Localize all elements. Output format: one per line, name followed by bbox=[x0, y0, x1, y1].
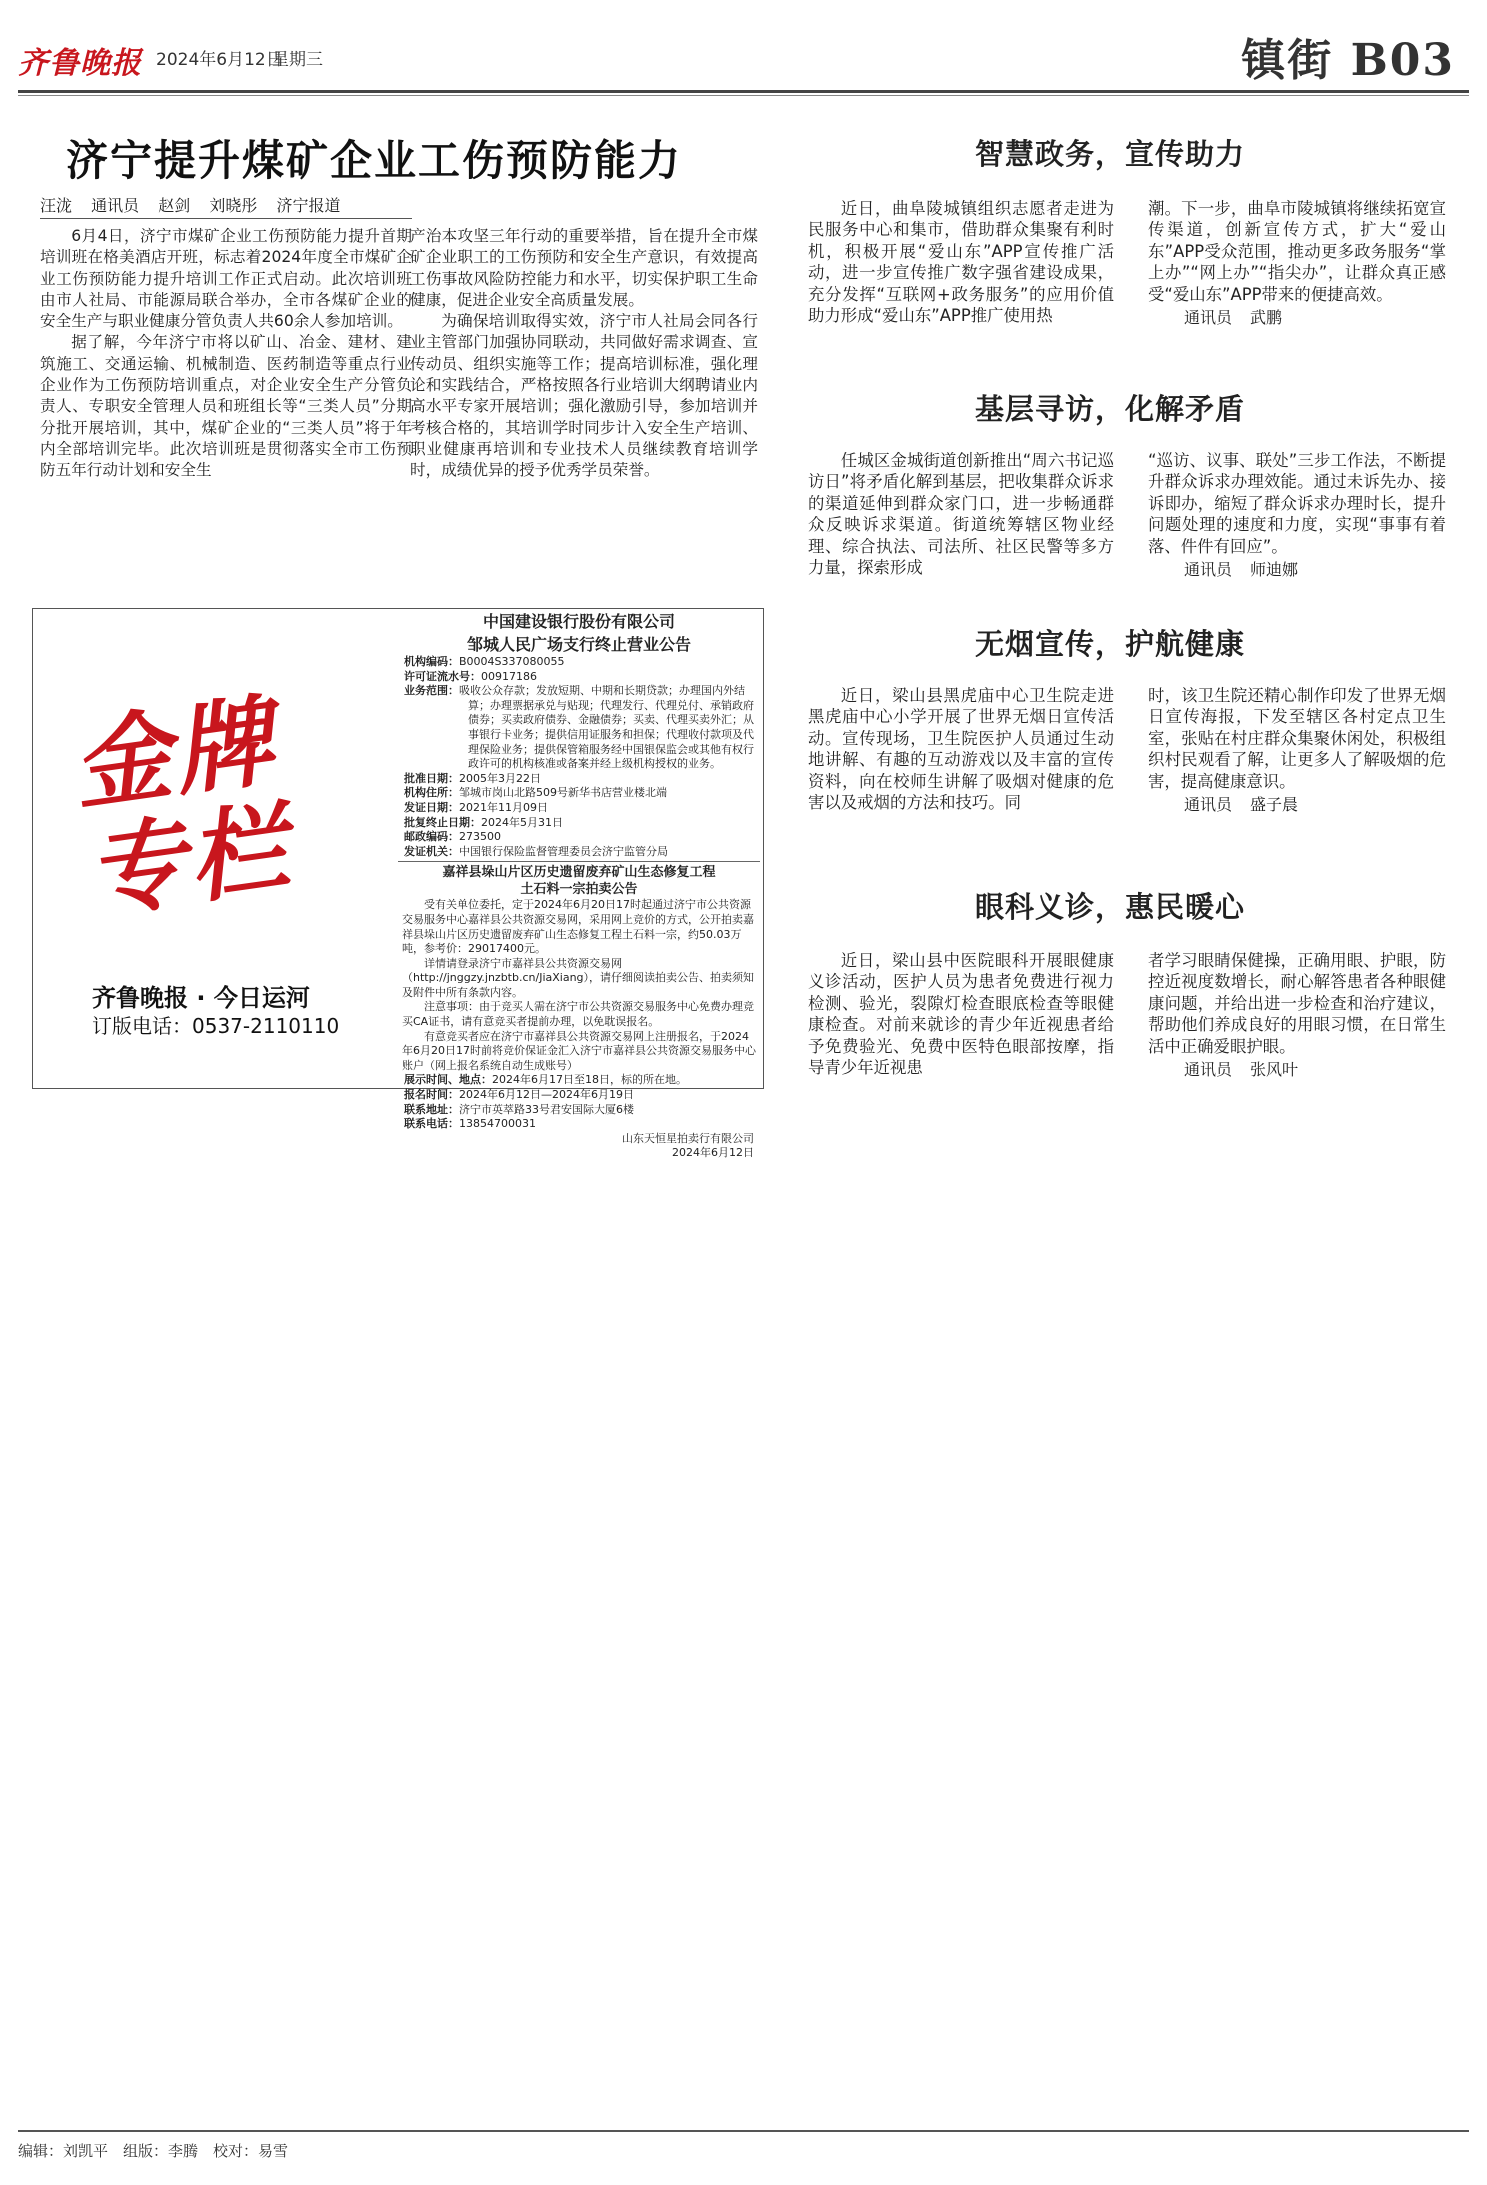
notice-paragraph: 详情请登录济宁市嘉祥县公共资源交易网（http://jnggzy.jnzbtb.cn/JiaXiang），请仔细阅读拍卖公告、拍卖须知及附件中所有条款内容。 bbox=[402, 956, 755, 999]
issue-date: 2024年6月12日 bbox=[156, 50, 283, 70]
notice-title: 中国建设银行股份有限公司 bbox=[482, 612, 675, 631]
story-headline: 智慧政务，宣传助力 bbox=[974, 137, 1245, 171]
notice-row-label: 发证日期： bbox=[404, 800, 459, 814]
notice-divider bbox=[398, 861, 760, 862]
reporter-name: 盛子晨 bbox=[1250, 795, 1299, 815]
story-reporter bbox=[1148, 794, 1446, 815]
notice-rows bbox=[398, 1073, 760, 1131]
notice-row-value: 2024年6月12日—2024年6月19日 bbox=[459, 1088, 634, 1102]
story-reporter bbox=[1148, 1059, 1446, 1080]
paragraph: 任城区金城街道创新推出“周六书记巡访日”将矛盾化解到基层，把收集群众诉求的渠道延伸到群众家门口，进一步畅通群众反映诉求渠道。街道统筹辖区物业经理、综合执法、司法所、社区民警等多方力量，探索形成 bbox=[808, 451, 1114, 578]
notice-row bbox=[398, 830, 760, 845]
notice-row bbox=[398, 845, 760, 860]
notice-row bbox=[398, 772, 760, 787]
notice-paragraph: 有意竞买者应在济宁市嘉祥县公共资源交易网上注册报名，于2024年6月20日17时前将竞价保证金汇入济宁市嘉祥县公共资源交易服务中心账户（网上报名系统自动生成账号） bbox=[402, 1029, 756, 1072]
reporter-name: 师迪娜 bbox=[1250, 560, 1299, 580]
notice-row-label: 报名时间： bbox=[404, 1088, 459, 1102]
story-column-left bbox=[808, 198, 1114, 326]
reporter-label: 通讯员 bbox=[1184, 308, 1233, 328]
notice-row-label: 批准日期： bbox=[404, 771, 459, 785]
notice-row-label: 许可证流水号： bbox=[404, 669, 481, 683]
story-column-right bbox=[1148, 450, 1446, 580]
notice-row-label: 发证机关： bbox=[404, 844, 459, 858]
notice-row bbox=[398, 786, 760, 801]
notice-row bbox=[398, 816, 760, 831]
reporter-label: 通讯员 bbox=[1184, 1060, 1233, 1080]
byline-author: 汪泷 bbox=[40, 196, 73, 215]
notice-row bbox=[398, 801, 760, 816]
story-reporter bbox=[1148, 307, 1446, 328]
notice-row-value: 2021年11月09日 bbox=[459, 800, 548, 814]
notice-title: 土石料一宗拍卖公告 bbox=[520, 882, 638, 898]
notice-row-label: 联系地址： bbox=[404, 1102, 459, 1116]
notice-row-value: 吸收公众存款；发放短期、中期和长期贷款；办理国内外结算；办理票据承兑与贴现；代理发行、代理兑付、承销政府债券；买卖政府债券、金融债券；买卖、代理买卖外汇；从事银行卡业务；提供信用证服务和担保；代理收付款项及代理保险业务；提供保管箱服务经中国银保监会或其他有权行政许可的机构核准或备案并经上级机构授权的业务。 bbox=[459, 684, 754, 771]
notice-row bbox=[398, 670, 760, 685]
notice-row-label: 联系电话： bbox=[404, 1117, 459, 1131]
byline-dateline: 济宁报道 bbox=[276, 196, 341, 215]
reporter-label: 通讯员 bbox=[1184, 560, 1233, 580]
section-label: 镇街 B03 bbox=[1241, 35, 1455, 86]
notice-row bbox=[398, 655, 760, 670]
notice-row-value: 邹城市岗山北路509号新华书店营业楼北端 bbox=[459, 786, 667, 800]
notice-row-label: 机构编码： bbox=[404, 655, 459, 668]
story-column-right bbox=[1148, 685, 1446, 815]
notice-row-value: 2024年6月17日至18日，标的所在地。 bbox=[492, 1073, 687, 1087]
notice-title: 邹城人民广场支行终止营业公告 bbox=[466, 635, 691, 654]
notice-row-value: 2024年5月31日 bbox=[481, 815, 563, 829]
notice-row-value: 13854700031 bbox=[459, 1117, 536, 1131]
notice-row bbox=[398, 1088, 760, 1103]
notice-row bbox=[398, 1117, 760, 1132]
notice-row-value: 中国银行保险监督管理委员会济宁监管分局 bbox=[459, 844, 668, 858]
notice-paragraph: 受有关单位委托，定于2024年6月20日17时起通过济宁市公共资源交易服务中心嘉祥县公共资源交易网，采用网上竞价的方式，公开拍卖嘉祥县垛山片区历史遗留废弃矿山生态修复工程土石料一宗，约50.03万吨，参考价：29017400元。 bbox=[402, 898, 754, 956]
byline-name: 刘晓彤 bbox=[209, 196, 258, 215]
notice-row-label: 批复终止日期： bbox=[404, 815, 481, 829]
notice-row-value: B0004S337080055 bbox=[459, 655, 565, 668]
notice-row-value: 00917186 bbox=[481, 669, 537, 683]
paragraph: “巡访、议事、联处”三步工作法，不断提升群众诉求办理效能。通过未诉先办、接诉即办，缩短了群众诉求办理时长，提升问题处理的速度和力度，实现“事事有着落、件件有回应”。 bbox=[1148, 451, 1446, 556]
paragraph: 近日，曲阜陵城镇组织志愿者走进为民服务中心和集市，借助群众集聚有利时机，积极开展“爱山东”APP宣传推广活动，进一步宣传推广数字强省建设成果，充分发挥“互联网+政务服务”的应用价值助力形成“爱山东”APP推广使用热 bbox=[808, 199, 1114, 326]
notice-row-label: 邮政编码： bbox=[404, 830, 459, 844]
reporter-name: 张风叶 bbox=[1250, 1060, 1299, 1080]
notice-row bbox=[398, 1073, 760, 1088]
paragraph: 6月4日，济宁市煤矿企业工伤预防能力提升首期培训班在格美酒店开班，标志着2024年度全市煤矿企业工伤预防能力提升培训工作正式启动。此次培训班由市人社局、市能源局联合举办，全市各煤矿企业的安全生产与职业健康分管负责人共60余人参加培训。 bbox=[40, 227, 412, 331]
ad-brand-logo: 金牌 专栏 bbox=[65, 682, 299, 933]
story-column-left bbox=[808, 950, 1114, 1078]
main-story-column-1 bbox=[40, 226, 412, 482]
notice-row-value: 济宁市英萃路33号君安国际大厦6楼 bbox=[459, 1102, 634, 1116]
story-column-left bbox=[808, 450, 1114, 578]
main-byline bbox=[40, 193, 412, 219]
story-column-left bbox=[808, 685, 1114, 813]
story-headline: 无烟宣传，护航健康 bbox=[974, 627, 1245, 661]
paragraph: 为确保培训取得实效，济宁市人社局会同各行业主管部门加强协同联动，共同做好需求调查、宣传动员、组织实施等工作；提高培训标准，强化理论和实践结合，严格按照各行业培训大纲聘请业内高水平专家开展培训；强化激励引导，参加培训并考核合格的，其培训学时同步计入安全生产培训、职业健康再培训和专业技术人员继续教育培训学时，成绩优异的授予优秀学员荣誉。 bbox=[410, 312, 758, 480]
footer-rule bbox=[18, 2130, 1469, 2132]
paragraph: 者学习眼睛保健操，正确用眼、护眼，防控近视度数增长，耐心解答患者各种眼健康问题，并给出进一步检查和治疗建议，帮助他们养成良好的用眼习惯，在日常生活中正确爱眼护眼。 bbox=[1148, 951, 1446, 1056]
paragraph: 产治本攻坚三年行动的重要举措，旨在提升全市煤矿企业职工的工伤预防和安全生产意识，有效提高工伤事故风险防控能力和水平，切实保护职工生命健康，促进企业安全高质量发展。 bbox=[410, 227, 758, 309]
story-headline: 眼科义诊，惠民暖心 bbox=[974, 890, 1245, 924]
story-reporter bbox=[1148, 559, 1446, 580]
notice-title: 嘉祥县垛山片区历史遗留废弃矿山生态修复工程 bbox=[442, 865, 716, 881]
notice-rows bbox=[398, 655, 760, 859]
paragraph: 据了解，今年济宁市将以矿山、冶金、建材、建筑施工、交通运输、机械制造、医药制造等重点行业企业作为工伤预防培训重点，对企业安全生产分管负责人、专职安全管理人员和班组长等“三类人员”分期分批开展培训，其中，煤矿企业的“三类人员”将于年内全部培训完毕。此次培训班是贯彻落实全市工伤预防五年行动计划和安全生 bbox=[40, 333, 412, 480]
ad-phone: 订版电话：0537-2110110 bbox=[92, 1014, 340, 1038]
notice-row bbox=[398, 1103, 760, 1118]
notice-row-label: 机构住所： bbox=[404, 786, 459, 800]
header-rule bbox=[18, 90, 1469, 93]
paragraph: 近日，梁山县黑虎庙中心卫生院走进黑虎庙中心小学开展了世界无烟日宣传活动。宣传现场，卫生院医护人员通过生动地讲解、有趣的互动游戏以及丰富的宣传资料，向在校师生讲解了吸烟对健康的危害以及戒烟的方法和技巧。同 bbox=[808, 686, 1114, 813]
issue-weekday: 星期三 bbox=[272, 50, 323, 70]
story-headline: 基层寻访，化解矛盾 bbox=[974, 392, 1245, 426]
ad-notices bbox=[398, 609, 760, 1160]
paragraph: 时，该卫生院还精心制作印发了世界无烟日宣传海报，下发至辖区各村定点卫生室，张贴在村庄群众集聚休闲处，积极组织村民观看了解，让更多人了解吸烟的危害，提高健康意识。 bbox=[1148, 686, 1446, 791]
notice-row-label: 展示时间、地点： bbox=[404, 1073, 492, 1087]
footer-credits: 编辑：刘凯平 组版：李腾 校对：易雪 bbox=[18, 2142, 289, 2160]
byline-name: 赵剑 bbox=[158, 196, 191, 215]
paragraph: 近日，梁山县中医院眼科开展眼健康义诊活动，医护人员为患者免费进行视力检测、验光，裂隙灯检查眼底检查等眼健康检查。对前来就诊的青少年近视患者给予免费验光、免费中医特色眼部按摩，指导青少年近视患 bbox=[808, 951, 1114, 1078]
ad-paper-title: 齐鲁晚报 · 今日运河 bbox=[92, 984, 310, 1012]
story-column-right bbox=[1148, 950, 1446, 1080]
notice-row-label: 业务范围： bbox=[404, 684, 459, 698]
notice-date: 2024年6月12日 bbox=[672, 1146, 754, 1160]
notice-paragraph: 注意事项：由于竞买人需在济宁市公共资源交易服务中心免费办理竞买CA证书，请有意竞买者提前办理，以免耽误报名。 bbox=[402, 1000, 754, 1029]
paragraph: 潮。下一步，曲阜市陵城镇将继续拓宽宣传渠道，创新宣传方式，扩大“爱山东”APP受众范围，推动更多政务服务“掌上办”“网上办”“指尖办”，让群众真正感受“爱山东”APP带来的便捷高效。 bbox=[1148, 199, 1446, 304]
header-rule-thin bbox=[18, 95, 1469, 96]
main-story-column-2 bbox=[410, 226, 758, 482]
notice-row-value: 273500 bbox=[459, 830, 501, 844]
byline-role: 通讯员 bbox=[91, 196, 140, 215]
story-column-right bbox=[1148, 198, 1446, 328]
masthead-logo: 齐鲁晚报 bbox=[18, 46, 142, 81]
notice-row-value: 2005年3月22日 bbox=[459, 771, 541, 785]
main-headline: 济宁提升煤矿企业工伤预防能力 bbox=[66, 136, 683, 185]
notice-signature: 山东天恒星拍卖行有限公司 bbox=[622, 1131, 754, 1145]
reporter-label: 通讯员 bbox=[1184, 795, 1233, 815]
reporter-name: 武鹏 bbox=[1250, 308, 1283, 328]
notice-row bbox=[398, 684, 760, 772]
